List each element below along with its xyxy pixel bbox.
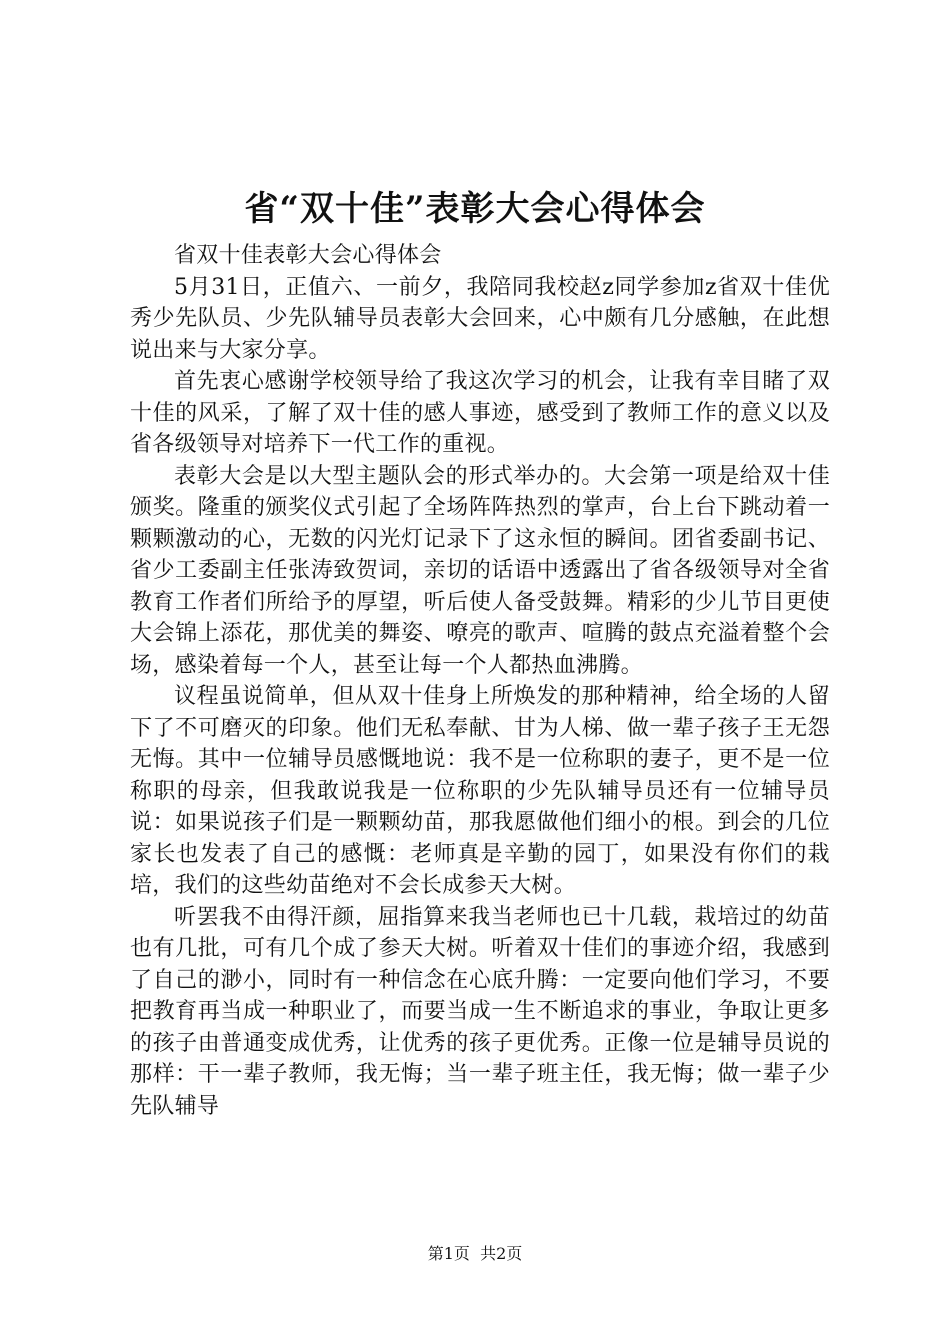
paragraph: 5月31日，正值六、一前夕，我陪同我校赵z同学参加z省双十佳优秀少先队员、少先队辅导员表彰大会回来，心中颇有几分感触，在此想说出来与大家分享。 (130, 274, 830, 363)
page-total: 共2页 (480, 1244, 523, 1263)
paragraph: 表彰大会是以大型主题队会的形式举办的。大会第一项是给双十佳颁奖。隆重的颁奖仪式引起了全场阵阵热烈的掌声，台上台下跳动着一颗颗激动的心，无数的闪光灯记录下了这永恒的瞬间。团省委副书记、省少工委副主任张涛致贺词，亲切的话语中透露出了省各级领导对全省教育工作者们所给予的厚望，听后使人备受鼓舞。精彩的少儿节目更使大会锦上添花，那优美的舞姿、嘹亮的歌声、喧腾的鼓点充溢着整个会场，感染着每一个人，甚至让每一个人都热血沸腾。 (130, 463, 830, 678)
document-body (130, 240, 830, 1122)
page-number: 第1页 (427, 1244, 470, 1263)
paragraph: 听罢我不由得汗颜，屈指算来我当老师也已十几载，栽培过的幼苗也有几批，可有几个成了参天大树。听着双十佳们的事迹介绍，我感到了自己的渺小，同时有一种信念在心底升腾：一定要向他们学习，不要把教育再当成一种职业了，而要当成一生不断追求的事业，争取让更多的孩子由普通变成优秀，让优秀的孩子更优秀。正像一位是辅导员说的那样：干一辈子教师，我无悔；当一辈子班主任，我无悔；做一辈子少先队辅导 (130, 904, 830, 1119)
paragraph: 议程虽说简单，但从双十佳身上所焕发的那种精神，给全场的人留下了不可磨灭的印象。他们无私奉献、甘为人梯、做一辈子孩子王无怨无悔。其中一位辅导员感慨地说：我不是一位称职的妻子，更不是一位称职的母亲，但我敢说我是一位称职的少先队辅导员还有一位辅导员说：如果说孩子们是一颗颗幼苗，那我愿做他们细小的根。到会的几位家长也发表了自己的感慨：老师真是辛勤的园丁，如果没有你们的栽培，我们的这些幼苗绝对不会长成参天大树。 (130, 684, 830, 898)
page-footer (0, 1243, 950, 1265)
document-title: 省“双十佳”表彰大会心得体会 (244, 189, 706, 229)
paragraph: 首先衷心感谢学校领导给了我这次学习的机会，让我有幸目睹了双十佳的风采，了解了双十佳的感人事迹，感受到了教师工作的意义以及省各级领导对培养下一代工作的重视。 (130, 369, 830, 457)
paragraph-subtitle: 省双十佳表彰大会心得体会 (174, 243, 442, 268)
